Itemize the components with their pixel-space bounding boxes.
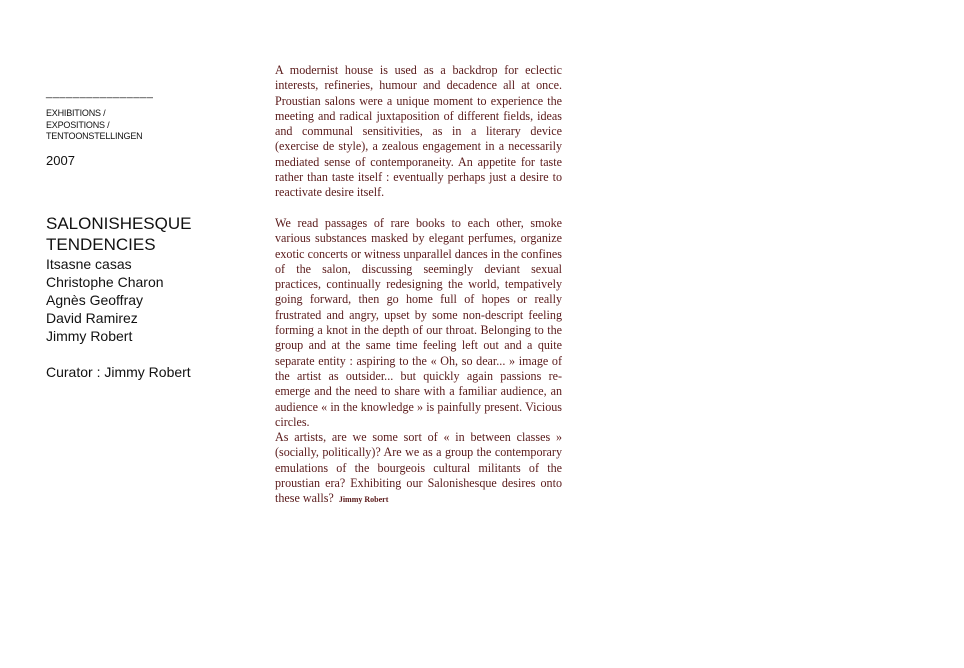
exhibition-text: [275, 63, 562, 508]
curator-credit: Curator : Jimmy Robert: [46, 363, 191, 380]
article-paragraph-closing: [275, 430, 562, 507]
year-link[interactable]: 2007: [46, 152, 75, 168]
exhibition-title: [46, 213, 256, 255]
artist-name: David Ramirez: [46, 309, 138, 326]
exhibition-title-line: SALONISHESQUE: [46, 213, 192, 233]
artist-name: Itsasne casas: [46, 255, 132, 272]
artist-name: Christophe Charon: [46, 273, 164, 290]
section-label-line: EXPOSITIONS /: [46, 119, 110, 130]
artist-name: Jimmy Robert: [46, 327, 133, 344]
sidebar: [46, 86, 256, 381]
section-label[interactable]: [46, 108, 256, 143]
article-paragraph: A modernist house is used as a backdrop for eclectic interests, refineries, humour and decadence all at once. Proustian salons were a unique moment to experience the meeting and radical juxtaposition of different fields, ideas and communal sensitivities, as in a literary device (exercise de style), a zealous engagement in a necessarily mediated sense of contemporaneity. An appetite for taste rather than taste itself : eventually perhaps just a desire to reactivate desire itself.: [275, 63, 562, 200]
article-paragraph: As artists, are we some sort of « in between classes » (socially, politically)? Are we as a group the contemporary emulations of the bourgeois cultural militants of the proustian era? Exhibiting our Salonishesque desires onto these walls?: [275, 430, 562, 506]
artist-list: [46, 255, 256, 345]
author-signature: Jimmy Robert: [338, 495, 389, 505]
exhibition-title-line: TENDENCIES: [46, 234, 156, 254]
divider-line: ________________: [46, 87, 154, 99]
article-paragraph: We read passages of rare books to each other, smoke various substances masked by elegant perfumes, organize exotic concerts or witness unparallel dances in the confines of the salon, discussing seemingly deviant sexual practices, continually redesigning the world, tempatively going forward, then go home full of hopes or really frustrated and angry, upset by some non-descript feeling forming a knot in the depth of our throat. Belonging to the group and at the same time feeling left out and a quite separate entity : aspiring to the « Oh, so dear... » image of the artist as outsider... but quickly again passions re-emerge and the need to share with a familiar audience, an audience « in the knowledge » is painfully present. Vicious circles.: [275, 215, 562, 429]
section-label-line: EXHIBITIONS /: [46, 108, 106, 118]
section-label-line: TENTOONSTELLINGEN: [46, 131, 143, 141]
artist-name: Agnès Geoffray: [46, 291, 144, 308]
